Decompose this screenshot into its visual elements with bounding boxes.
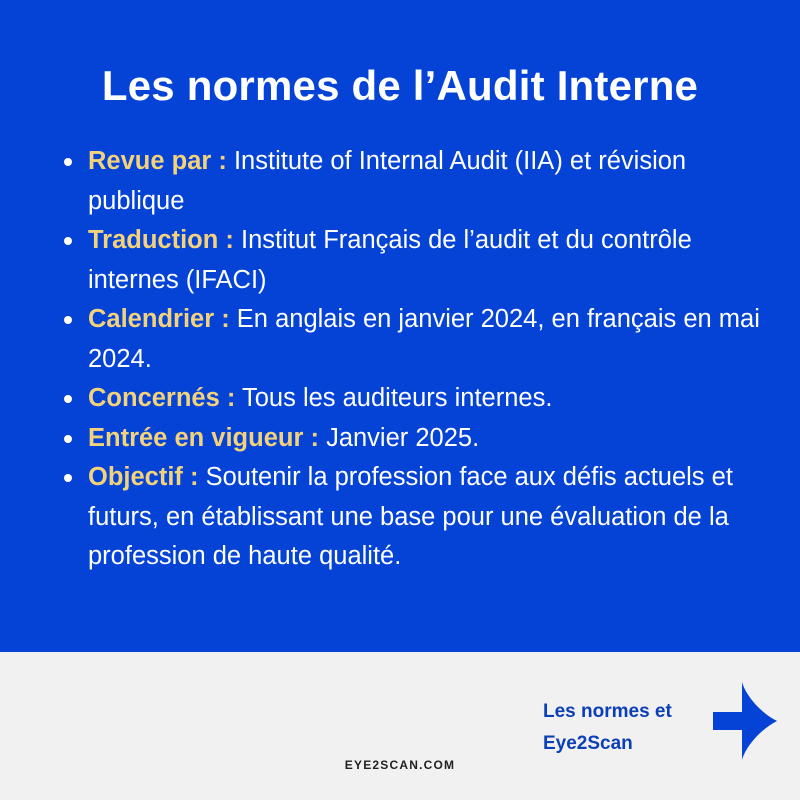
list-item (62, 379, 772, 419)
item-label: Concernés : (88, 384, 236, 412)
list-item (62, 221, 772, 300)
list-item (62, 142, 772, 221)
item-text: En anglais en janvier 2024, en français en mai 2024. (88, 305, 760, 373)
list-item (62, 419, 772, 459)
footer (0, 652, 800, 800)
item-text: Institut Français de l’audit et du contrôle internes (IFACI) (88, 226, 692, 294)
bullet-icon (64, 316, 72, 324)
item-label: Objectif : (88, 463, 199, 491)
bullet-icon (64, 435, 72, 443)
item-text: Institute of Internal Audit (IIA) et révision publique (88, 147, 687, 215)
next-slide-promo[interactable] (543, 696, 672, 760)
item-text: Janvier 2025. (318, 423, 480, 452)
bullet-icon (64, 158, 72, 166)
promo-line-2: Eye2Scan (543, 733, 633, 754)
item-label: Entrée en vigueur : (88, 423, 319, 452)
bullet-list (62, 142, 772, 577)
list-item (62, 300, 772, 379)
arrow-right-icon[interactable] (713, 682, 777, 760)
website-label: EYE2SCAN.COM (344, 758, 456, 772)
bullet-icon (64, 237, 72, 245)
promo-line-1: Les normes et (543, 701, 672, 722)
item-text: Tous les auditeurs internes. (235, 384, 553, 412)
item-label: Revue par : (88, 147, 227, 175)
list-item (62, 458, 772, 577)
item-label: Calendrier : (88, 305, 230, 333)
bullet-icon (64, 474, 72, 482)
item-label: Traduction : (88, 226, 234, 254)
bullet-icon (64, 395, 72, 403)
page-title: Les normes de l’Audit Interne (101, 62, 699, 109)
item-text: Soutenir la profession face aux défis actuels et futurs, en établissant une base pour une évaluation de la profession de haute qualité. (88, 463, 733, 570)
